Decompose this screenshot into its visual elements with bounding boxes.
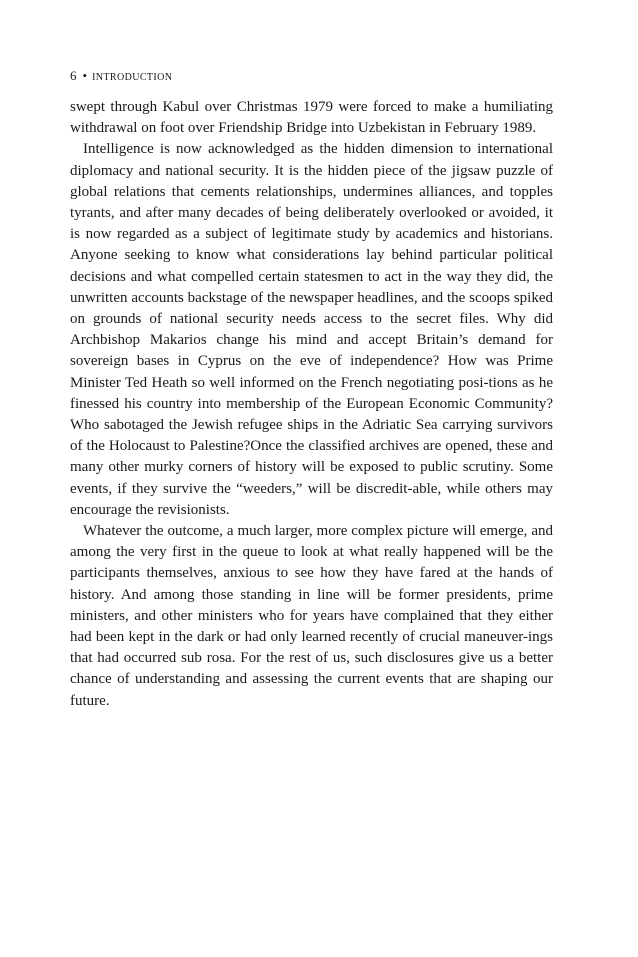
- page-number: 6: [70, 68, 77, 83]
- body-text: [70, 97, 553, 712]
- section-title: INTRODUCTION: [92, 72, 173, 83]
- paragraph-intelligence: Intelligence is now acknowledged as the hidden dimension to international diplomacy and national security. It is the hidden piece of the jigsaw puzzle of global relations that cements relationships, undermines alliances, and topples tyrants, and after many decades of being deliberately overlooked or avoided, it is now regarded as a subject of legitimate study by academics and historians. Anyone seeking to know what considerations lay behind particular political decisions and what compelled certain statesmen to act in the way they did, the unwritten accounts backstage of the newspaper headlines, and the scoops spiked on grounds of national security needs access to the secret files. Why did Archbishop Makarios change his mind and accept Britain’s demand for sovereign bases in Cyprus on the eve of independence? How was Prime Minister Ted Heath so well informed on the French negotiating posi-tions as he finessed his country into membership of the European Economic Community? Who sabotaged the Jewish refugee ships in the Adriatic Sea carrying survivors of the Holocaust to Palestine?Once the classified archives are opened, these and many other murky corners of history will be exposed to public scrutiny. Some events, if they survive the “weeders,” will be discredit-able, while others may encourage the revisionists.: [70, 141, 553, 518]
- bullet-separator: •: [82, 68, 88, 83]
- paragraph-outcome: Whatever the outcome, a much larger, more complex picture will emerge, and among the very first in the queue to look at what really happened will be the participants themselves, anxious to see how they have fared at the hands of history. And among those standing in line will be former presidents, prime ministers, and other ministers who for years have complained that they either had been kept in the dark or had only learned recently of crucial maneuver-ings that had occurred sub rosa. For the rest of us, such disclosures give us a better chance of understanding and assessing the current events that are shaping our future.: [70, 523, 553, 709]
- paragraph-continuation: swept through Kabul over Christmas 1979 were forced to make a humiliating withdrawal on foot over Friendship Bridge into Uzbekistan in February 1989.: [70, 99, 553, 137]
- running-head: [70, 68, 172, 86]
